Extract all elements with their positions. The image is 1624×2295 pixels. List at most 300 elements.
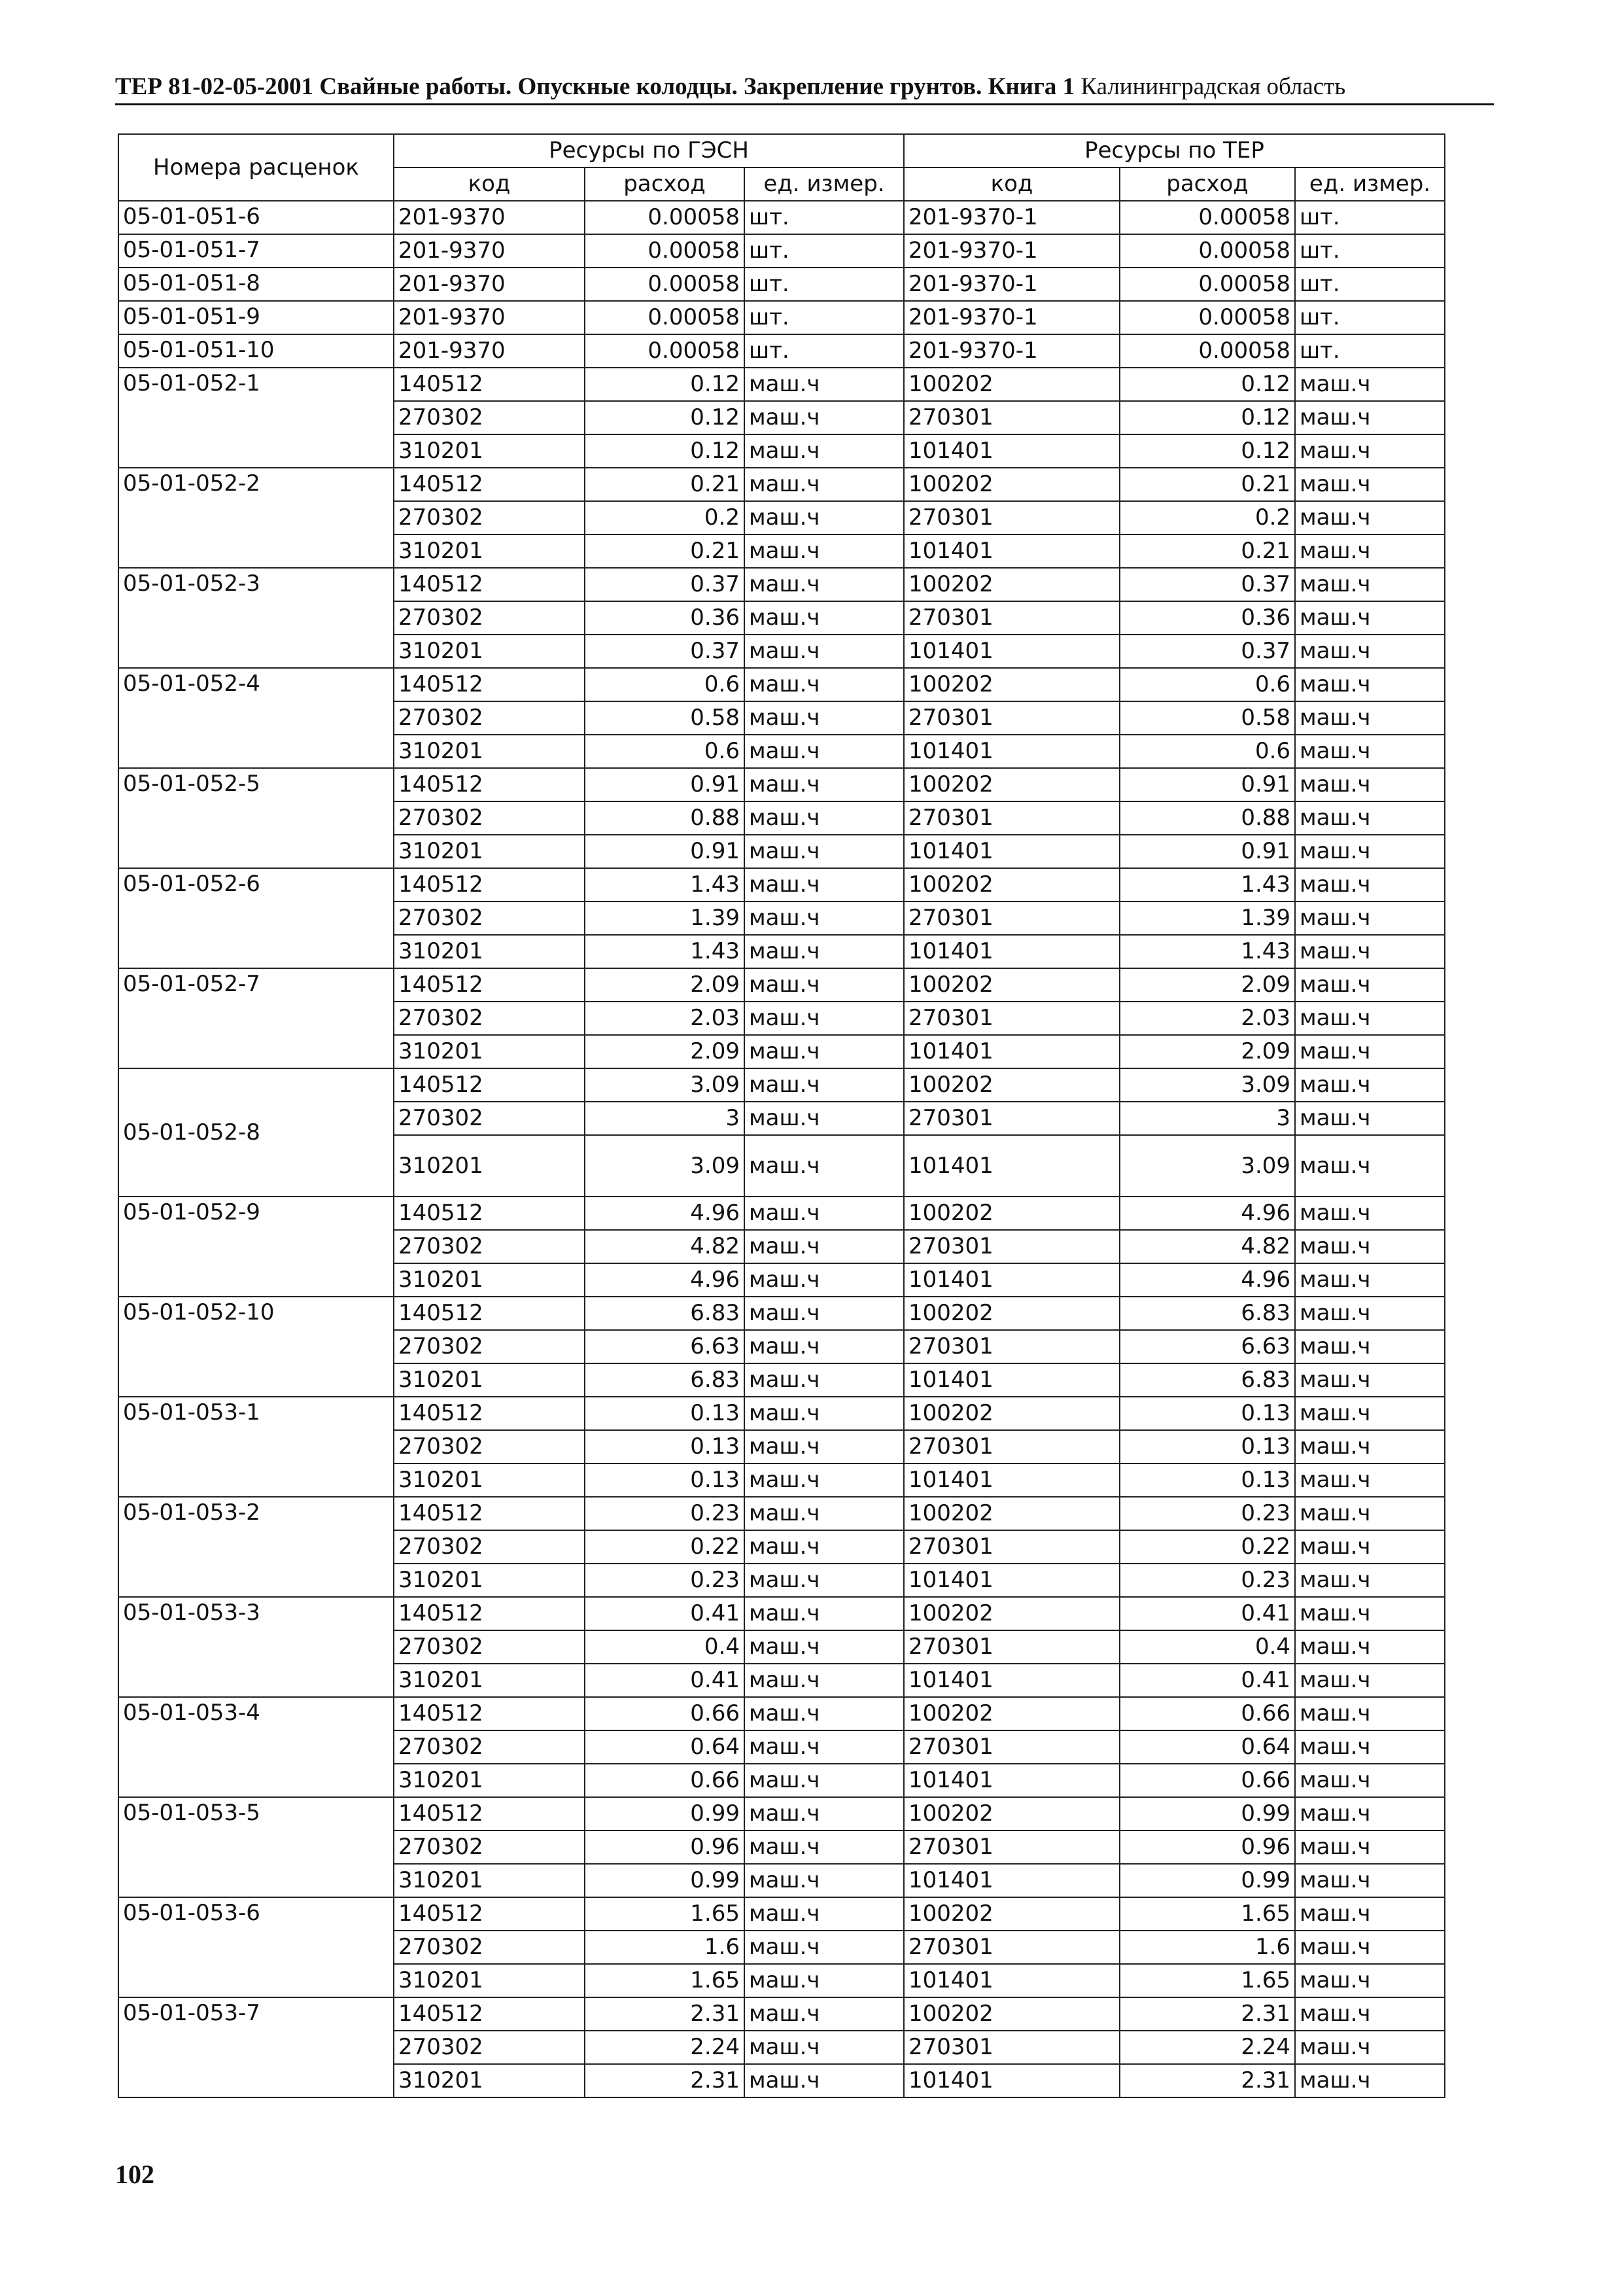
ter-consumption-cell: 0.99 [1120, 1797, 1295, 1831]
ter-consumption-cell: 2.03 [1120, 1002, 1295, 1035]
ter-unit-cell: маш.ч [1295, 868, 1445, 902]
ter-unit-cell: маш.ч [1295, 1197, 1445, 1230]
rate-number-cell: 05-01-052-4 [118, 668, 394, 768]
gesn-code-cell: 310201 [394, 1135, 585, 1197]
ter-consumption-cell: 0.23 [1120, 1564, 1295, 1597]
ter-consumption-cell: 0.00058 [1120, 201, 1295, 234]
ter-unit-cell: шт. [1295, 301, 1445, 334]
ter-unit-cell: маш.ч [1295, 501, 1445, 534]
gesn-unit-cell: маш.ч [744, 601, 904, 635]
gesn-consumption-cell: 0.2 [585, 501, 744, 534]
ter-consumption-cell: 1.39 [1120, 902, 1295, 935]
gesn-consumption-cell: 0.23 [585, 1497, 744, 1530]
gesn-unit-cell: маш.ч [744, 1697, 904, 1730]
gesn-consumption-cell: 0.66 [585, 1697, 744, 1730]
rate-number-cell: 05-01-052-3 [118, 568, 394, 668]
gesn-unit-cell: маш.ч [744, 501, 904, 534]
table-header [118, 134, 1445, 201]
gesn-code-cell: 270302 [394, 501, 585, 534]
gesn-consumption-cell: 0.99 [585, 1797, 744, 1831]
gesn-consumption-cell: 1.6 [585, 1931, 744, 1964]
gesn-consumption-cell: 3.09 [585, 1135, 744, 1197]
gesn-unit-cell: маш.ч [744, 568, 904, 601]
rate-number-cell: 05-01-052-9 [118, 1197, 394, 1297]
gesn-code-cell: 270302 [394, 1102, 585, 1135]
ter-consumption-cell: 2.31 [1120, 1997, 1295, 2031]
gesn-unit-cell: маш.ч [744, 1463, 904, 1497]
ter-consumption-cell: 0.00058 [1120, 334, 1295, 368]
ter-code-cell: 101401 [904, 1964, 1120, 1997]
ter-unit-cell: маш.ч [1295, 635, 1445, 668]
ter-consumption-cell: 0.99 [1120, 1864, 1295, 1897]
gesn-unit-cell: маш.ч [744, 1964, 904, 1997]
ter-consumption-cell: 0.37 [1120, 568, 1295, 601]
ter-consumption-cell: 1.65 [1120, 1964, 1295, 1997]
ter-unit-cell: маш.ч [1295, 1330, 1445, 1363]
gesn-consumption-cell: 0.6 [585, 735, 744, 768]
header-gesn-resources: Ресурсы по ГЭСН [394, 134, 904, 167]
rate-number-cell: 05-01-052-7 [118, 968, 394, 1068]
gesn-consumption-cell: 0.41 [585, 1664, 744, 1697]
table-row [118, 468, 1445, 501]
header-ter-consumption: расход [1120, 167, 1295, 201]
gesn-unit-cell: маш.ч [744, 1997, 904, 2031]
ter-code-cell: 100202 [904, 1897, 1120, 1931]
gesn-code-cell: 140512 [394, 1497, 585, 1530]
ter-unit-cell: маш.ч [1295, 1102, 1445, 1135]
ter-code-cell: 100202 [904, 568, 1120, 601]
gesn-consumption-cell: 0.00058 [585, 268, 744, 301]
ter-code-cell: 201-9370-1 [904, 301, 1120, 334]
ter-unit-cell: маш.ч [1295, 735, 1445, 768]
gesn-consumption-cell: 0.37 [585, 635, 744, 668]
gesn-code-cell: 270302 [394, 601, 585, 635]
header-gesn-consumption: расход [585, 167, 744, 201]
gesn-unit-cell: маш.ч [744, 1197, 904, 1230]
ter-consumption-cell: 0.21 [1120, 468, 1295, 501]
table-row [118, 268, 1445, 301]
ter-unit-cell: маш.ч [1295, 1764, 1445, 1797]
ter-consumption-cell: 0.21 [1120, 534, 1295, 568]
ter-consumption-cell: 1.43 [1120, 868, 1295, 902]
gesn-unit-cell: маш.ч [744, 1497, 904, 1530]
document-title: ТЕР 81-02-05-2001 Свайные работы. Опускные колодцы. Закрепление грунтов. Книга 1 [115, 73, 1075, 100]
gesn-unit-cell: маш.ч [744, 1397, 904, 1430]
gesn-unit-cell: маш.ч [744, 1135, 904, 1197]
ter-unit-cell: маш.ч [1295, 1135, 1445, 1197]
gesn-consumption-cell: 3 [585, 1102, 744, 1135]
gesn-consumption-cell: 0.21 [585, 534, 744, 568]
ter-unit-cell: маш.ч [1295, 1430, 1445, 1463]
ter-code-cell: 101401 [904, 1664, 1120, 1697]
gesn-code-cell: 140512 [394, 1297, 585, 1330]
ter-unit-cell: маш.ч [1295, 668, 1445, 701]
ter-code-cell: 201-9370-1 [904, 201, 1120, 234]
ter-unit-cell: маш.ч [1295, 534, 1445, 568]
rate-number-cell: 05-01-052-6 [118, 868, 394, 968]
rates-table [118, 133, 1445, 2098]
gesn-code-cell: 140512 [394, 568, 585, 601]
ter-code-cell: 270301 [904, 2031, 1120, 2064]
ter-unit-cell: маш.ч [1295, 1797, 1445, 1831]
gesn-code-cell: 310201 [394, 1864, 585, 1897]
ter-consumption-cell: 0.41 [1120, 1664, 1295, 1697]
gesn-code-cell: 140512 [394, 1797, 585, 1831]
ter-consumption-cell: 1.43 [1120, 935, 1295, 968]
table-row [118, 1897, 1445, 1931]
ter-consumption-cell: 4.96 [1120, 1197, 1295, 1230]
ter-unit-cell: маш.ч [1295, 968, 1445, 1002]
ter-unit-cell: маш.ч [1295, 1363, 1445, 1397]
gesn-unit-cell: маш.ч [744, 735, 904, 768]
table-row [118, 234, 1445, 268]
gesn-consumption-cell: 2.31 [585, 2064, 744, 2097]
ter-unit-cell: маш.ч [1295, 1664, 1445, 1697]
table-row [118, 668, 1445, 701]
gesn-consumption-cell: 0.91 [585, 768, 744, 801]
header-gesn-code: код [394, 167, 585, 201]
ter-unit-cell: маш.ч [1295, 468, 1445, 501]
gesn-consumption-cell: 1.39 [585, 902, 744, 935]
gesn-code-cell: 140512 [394, 1197, 585, 1230]
gesn-code-cell: 270302 [394, 401, 585, 434]
gesn-consumption-cell: 3.09 [585, 1068, 744, 1102]
ter-code-cell: 101401 [904, 2064, 1120, 2097]
ter-consumption-cell: 3 [1120, 1102, 1295, 1135]
gesn-unit-cell: шт. [744, 334, 904, 368]
gesn-consumption-cell: 0.88 [585, 801, 744, 835]
gesn-unit-cell: маш.ч [744, 1597, 904, 1630]
gesn-consumption-cell: 0.96 [585, 1831, 744, 1864]
table-row [118, 968, 1445, 1002]
gesn-code-cell: 310201 [394, 1363, 585, 1397]
gesn-code-cell: 140512 [394, 1397, 585, 1430]
ter-code-cell: 100202 [904, 468, 1120, 501]
ter-code-cell: 100202 [904, 1797, 1120, 1831]
gesn-consumption-cell: 2.03 [585, 1002, 744, 1035]
ter-code-cell: 201-9370-1 [904, 234, 1120, 268]
gesn-consumption-cell: 1.43 [585, 935, 744, 968]
ter-unit-cell: шт. [1295, 268, 1445, 301]
ter-unit-cell: маш.ч [1295, 1864, 1445, 1897]
gesn-consumption-cell: 0.4 [585, 1630, 744, 1664]
gesn-code-cell: 310201 [394, 635, 585, 668]
gesn-code-cell: 310201 [394, 1035, 585, 1068]
ter-code-cell: 101401 [904, 1864, 1120, 1897]
table-row [118, 1597, 1445, 1630]
ter-unit-cell: маш.ч [1295, 1730, 1445, 1764]
page-number: 102 [115, 2160, 154, 2189]
table-row [118, 334, 1445, 368]
ter-unit-cell: маш.ч [1295, 1997, 1445, 2031]
ter-unit-cell: маш.ч [1295, 701, 1445, 735]
ter-unit-cell: маш.ч [1295, 1263, 1445, 1297]
ter-consumption-cell: 0.66 [1120, 1764, 1295, 1797]
ter-code-cell: 270301 [904, 1330, 1120, 1363]
ter-unit-cell: маш.ч [1295, 1035, 1445, 1068]
gesn-code-cell: 140512 [394, 468, 585, 501]
table-row [118, 1068, 1445, 1102]
gesn-unit-cell: маш.ч [744, 2064, 904, 2097]
ter-consumption-cell: 0.6 [1120, 668, 1295, 701]
table-row [118, 1397, 1445, 1430]
gesn-unit-cell: маш.ч [744, 534, 904, 568]
ter-unit-cell: маш.ч [1295, 434, 1445, 468]
gesn-unit-cell: маш.ч [744, 868, 904, 902]
header-rule [115, 103, 1494, 105]
gesn-code-cell: 201-9370 [394, 301, 585, 334]
ter-unit-cell: маш.ч [1295, 1463, 1445, 1497]
table-row [118, 868, 1445, 902]
ter-consumption-cell: 0.13 [1120, 1430, 1295, 1463]
ter-consumption-cell: 0.88 [1120, 801, 1295, 835]
gesn-code-cell: 310201 [394, 935, 585, 968]
rate-number-cell: 05-01-053-3 [118, 1597, 394, 1697]
ter-code-cell: 270301 [904, 601, 1120, 635]
ter-code-cell: 101401 [904, 935, 1120, 968]
gesn-consumption-cell: 4.96 [585, 1197, 744, 1230]
gesn-consumption-cell: 6.63 [585, 1330, 744, 1363]
ter-code-cell: 270301 [904, 1630, 1120, 1664]
ter-code-cell: 270301 [904, 1230, 1120, 1263]
ter-code-cell: 101401 [904, 1263, 1120, 1297]
gesn-unit-cell: маш.ч [744, 468, 904, 501]
gesn-unit-cell: шт. [744, 234, 904, 268]
table-row [118, 1197, 1445, 1230]
ter-unit-cell: маш.ч [1295, 1397, 1445, 1430]
gesn-code-cell: 140512 [394, 1597, 585, 1630]
gesn-unit-cell: маш.ч [744, 1002, 904, 1035]
gesn-consumption-cell: 0.13 [585, 1463, 744, 1497]
gesn-unit-cell: шт. [744, 268, 904, 301]
gesn-unit-cell: маш.ч [744, 1263, 904, 1297]
gesn-consumption-cell: 0.99 [585, 1864, 744, 1897]
gesn-code-cell: 140512 [394, 968, 585, 1002]
ter-code-cell: 100202 [904, 1068, 1120, 1102]
gesn-unit-cell: маш.ч [744, 701, 904, 735]
gesn-consumption-cell: 0.00058 [585, 201, 744, 234]
gesn-code-cell: 310201 [394, 735, 585, 768]
gesn-unit-cell: маш.ч [744, 835, 904, 868]
ter-unit-cell: маш.ч [1295, 1002, 1445, 1035]
gesn-code-cell: 140512 [394, 768, 585, 801]
ter-code-cell: 101401 [904, 1035, 1120, 1068]
gesn-consumption-cell: 4.96 [585, 1263, 744, 1297]
ter-unit-cell: маш.ч [1295, 935, 1445, 968]
header-rate-numbers: Номера расценок [118, 134, 394, 201]
ter-code-cell: 101401 [904, 1564, 1120, 1597]
gesn-code-cell: 140512 [394, 1068, 585, 1102]
gesn-unit-cell: маш.ч [744, 1764, 904, 1797]
ter-code-cell: 101401 [904, 1363, 1120, 1397]
gesn-code-cell: 270302 [394, 1330, 585, 1363]
gesn-code-cell: 270302 [394, 2031, 585, 2064]
gesn-code-cell: 201-9370 [394, 201, 585, 234]
ter-unit-cell: маш.ч [1295, 1630, 1445, 1664]
ter-unit-cell: шт. [1295, 201, 1445, 234]
table-row [118, 1997, 1445, 2031]
gesn-code-cell: 270302 [394, 1530, 585, 1564]
ter-unit-cell: маш.ч [1295, 1697, 1445, 1730]
ter-code-cell: 100202 [904, 1997, 1120, 2031]
gesn-consumption-cell: 0.13 [585, 1397, 744, 1430]
ter-unit-cell: маш.ч [1295, 801, 1445, 835]
ter-code-cell: 270301 [904, 1730, 1120, 1764]
header-gesn-unit: ед. измер. [744, 167, 904, 201]
gesn-consumption-cell: 1.65 [585, 1964, 744, 1997]
gesn-code-cell: 270302 [394, 801, 585, 835]
gesn-code-cell: 310201 [394, 1263, 585, 1297]
gesn-code-cell: 140512 [394, 1897, 585, 1931]
ter-code-cell: 100202 [904, 1497, 1120, 1530]
ter-code-cell: 100202 [904, 1697, 1120, 1730]
rate-number-cell: 05-01-052-2 [118, 468, 394, 568]
gesn-unit-cell: маш.ч [744, 1630, 904, 1664]
gesn-unit-cell: маш.ч [744, 1564, 904, 1597]
ter-unit-cell: маш.ч [1295, 1597, 1445, 1630]
gesn-code-cell: 270302 [394, 701, 585, 735]
gesn-consumption-cell: 2.24 [585, 2031, 744, 2064]
gesn-consumption-cell: 0.21 [585, 468, 744, 501]
ter-unit-cell: маш.ч [1295, 902, 1445, 935]
ter-unit-cell: маш.ч [1295, 601, 1445, 635]
ter-consumption-cell: 0.41 [1120, 1597, 1295, 1630]
gesn-code-cell: 270302 [394, 1931, 585, 1964]
gesn-code-cell: 201-9370 [394, 334, 585, 368]
rate-number-cell: 05-01-053-5 [118, 1797, 394, 1897]
gesn-unit-cell: маш.ч [744, 768, 904, 801]
ter-consumption-cell: 0.66 [1120, 1697, 1295, 1730]
gesn-unit-cell: шт. [744, 301, 904, 334]
gesn-consumption-cell: 2.31 [585, 1997, 744, 2031]
gesn-unit-cell: маш.ч [744, 1035, 904, 1068]
rate-number-cell: 05-01-053-2 [118, 1497, 394, 1597]
gesn-code-cell: 201-9370 [394, 268, 585, 301]
ter-code-cell: 100202 [904, 968, 1120, 1002]
ter-code-cell: 100202 [904, 768, 1120, 801]
ter-consumption-cell: 0.22 [1120, 1530, 1295, 1564]
ter-consumption-cell: 0.13 [1120, 1463, 1295, 1497]
header-ter-resources: Ресурсы по ТЕР [904, 134, 1445, 167]
gesn-consumption-cell: 1.43 [585, 868, 744, 902]
ter-consumption-cell: 0.91 [1120, 835, 1295, 868]
gesn-code-cell: 140512 [394, 368, 585, 401]
rate-number-cell: 05-01-053-6 [118, 1897, 394, 1997]
ter-unit-cell: маш.ч [1295, 1897, 1445, 1931]
gesn-consumption-cell: 0.12 [585, 401, 744, 434]
ter-unit-cell: маш.ч [1295, 2064, 1445, 2097]
table-row [118, 1297, 1445, 1330]
ter-code-cell: 101401 [904, 635, 1120, 668]
rate-number-cell: 05-01-052-10 [118, 1297, 394, 1397]
gesn-unit-cell: маш.ч [744, 1864, 904, 1897]
gesn-consumption-cell: 0.66 [585, 1764, 744, 1797]
gesn-unit-cell: маш.ч [744, 368, 904, 401]
gesn-consumption-cell: 0.12 [585, 434, 744, 468]
table-row [118, 768, 1445, 801]
rate-number-cell: 05-01-053-7 [118, 1997, 394, 2097]
gesn-unit-cell: маш.ч [744, 1530, 904, 1564]
gesn-unit-cell: маш.ч [744, 1068, 904, 1102]
ter-consumption-cell: 2.31 [1120, 2064, 1295, 2097]
gesn-consumption-cell: 6.83 [585, 1297, 744, 1330]
ter-consumption-cell: 3.09 [1120, 1135, 1295, 1197]
gesn-unit-cell: маш.ч [744, 1730, 904, 1764]
ter-consumption-cell: 0.91 [1120, 768, 1295, 801]
gesn-unit-cell: маш.ч [744, 1797, 904, 1831]
gesn-consumption-cell: 0.6 [585, 668, 744, 701]
gesn-code-cell: 270302 [394, 1430, 585, 1463]
ter-consumption-cell: 0.58 [1120, 701, 1295, 735]
gesn-consumption-cell: 0.22 [585, 1530, 744, 1564]
gesn-unit-cell: маш.ч [744, 1363, 904, 1397]
gesn-unit-cell: маш.ч [744, 635, 904, 668]
gesn-unit-cell: шт. [744, 201, 904, 234]
gesn-code-cell: 140512 [394, 668, 585, 701]
ter-unit-cell: маш.ч [1295, 1831, 1445, 1864]
ter-code-cell: 100202 [904, 1597, 1120, 1630]
gesn-unit-cell: маш.ч [744, 968, 904, 1002]
gesn-consumption-cell: 4.82 [585, 1230, 744, 1263]
page-header [115, 69, 1489, 103]
ter-code-cell: 100202 [904, 1397, 1120, 1430]
ter-unit-cell: маш.ч [1295, 835, 1445, 868]
gesn-unit-cell: маш.ч [744, 1831, 904, 1864]
ter-unit-cell: маш.ч [1295, 1964, 1445, 1997]
ter-consumption-cell: 2.09 [1120, 1035, 1295, 1068]
gesn-consumption-cell: 0.58 [585, 701, 744, 735]
ter-consumption-cell: 0.37 [1120, 635, 1295, 668]
ter-consumption-cell: 0.64 [1120, 1730, 1295, 1764]
ter-code-cell: 270301 [904, 701, 1120, 735]
gesn-consumption-cell: 6.83 [585, 1363, 744, 1397]
gesn-code-cell: 310201 [394, 1564, 585, 1597]
ter-consumption-cell: 0.00058 [1120, 301, 1295, 334]
gesn-consumption-cell: 0.00058 [585, 334, 744, 368]
gesn-code-cell: 140512 [394, 1997, 585, 2031]
ter-unit-cell: маш.ч [1295, 401, 1445, 434]
ter-consumption-cell: 0.6 [1120, 735, 1295, 768]
ter-unit-cell: маш.ч [1295, 1068, 1445, 1102]
ter-unit-cell: маш.ч [1295, 768, 1445, 801]
gesn-consumption-cell: 0.00058 [585, 234, 744, 268]
ter-code-cell: 270301 [904, 801, 1120, 835]
ter-consumption-cell: 6.83 [1120, 1297, 1295, 1330]
gesn-consumption-cell: 0.91 [585, 835, 744, 868]
table-row [118, 301, 1445, 334]
rate-number-cell: 05-01-051-7 [118, 234, 394, 268]
gesn-code-cell: 270302 [394, 1730, 585, 1764]
table-row [118, 368, 1445, 401]
table-row [118, 1797, 1445, 1831]
gesn-unit-cell: маш.ч [744, 935, 904, 968]
gesn-code-cell: 270302 [394, 902, 585, 935]
gesn-unit-cell: маш.ч [744, 1102, 904, 1135]
gesn-consumption-cell: 0.13 [585, 1430, 744, 1463]
ter-code-cell: 270301 [904, 1002, 1120, 1035]
gesn-code-cell: 310201 [394, 1664, 585, 1697]
rate-number-cell: 05-01-051-10 [118, 334, 394, 368]
gesn-unit-cell: маш.ч [744, 1931, 904, 1964]
gesn-code-cell: 310201 [394, 434, 585, 468]
ter-consumption-cell: 0.12 [1120, 368, 1295, 401]
ter-unit-cell: маш.ч [1295, 368, 1445, 401]
ter-consumption-cell: 4.96 [1120, 1263, 1295, 1297]
ter-consumption-cell: 0.36 [1120, 601, 1295, 635]
gesn-code-cell: 270302 [394, 1831, 585, 1864]
header-ter-unit: ед. измер. [1295, 167, 1445, 201]
rate-number-cell: 05-01-053-1 [118, 1397, 394, 1497]
